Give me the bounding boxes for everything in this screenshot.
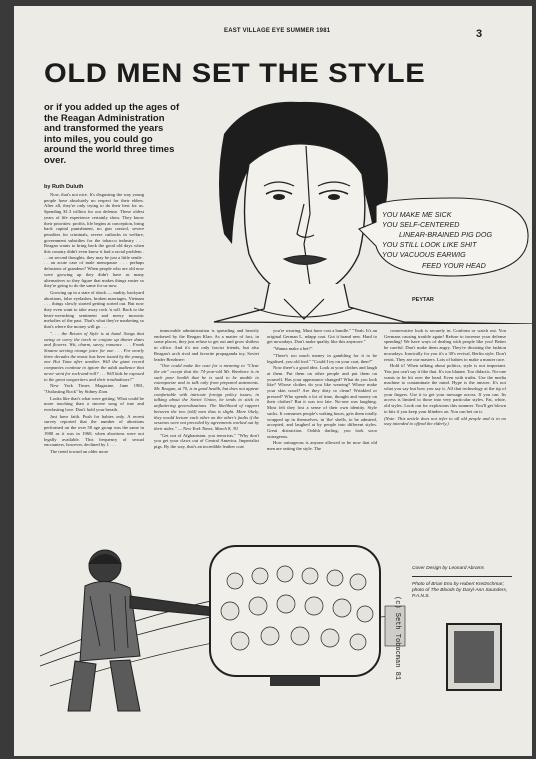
speech-line-1: YOU MAKE ME SICK	[382, 210, 452, 219]
paragraph: Hold it! When talking about politics, style is not important. You just can't say it like that. It's too blatant. Too didactic. No-one wants to be hit over the head. Even with truths. Use the media machine to contaminate the mind. Hype is the answer. It's not what you say but how you say it. All that technology at the tip of your fingers. Use it to get your message across. If you can. Its access is limited to those into very particular styles. Fat, white, old styles. Look out for explosions this summer. You'll get blown to bits if you keep your blinders on. You can bet on it.	[384, 363, 506, 414]
article-column-1	[44, 192, 144, 497]
speech-line-6: FEED YOUR HEAD	[422, 261, 486, 270]
newspaper-page	[14, 6, 532, 756]
paragraph: you're wearing. Must have cost a bundle." "Yeah. It's an original German L. ndapp coat. Got it brand new. Hard to get nowadays. Don't make quality like this anymore."	[267, 328, 377, 345]
pull-quote: "One could make the case for a meaning to "Clear the air" except that the 74-year-old Mr. Brezhnev is in such poor health that he is said to be unable to extemporize and to talk only from prepared statements. Mr. Reagan, at 70, is in good health, but does not appear comfortable with intricate foreign policy issues; in talking about the Soviet Union, he tends to stick to unflattering generalizations. The likelihood of rapport between the two (old) men thus is slight. More likely, they would lecture each other on the other's faults if the sessions were not preceded by agreements worked out by their aides." — New York Times, March 8, '81	[154, 363, 259, 431]
paragraph: How outrageous is anyone allowed to be now that old men are setting the style. The	[267, 440, 377, 452]
photo-image	[454, 631, 494, 683]
cover-credit: Cover Design by Leonard Abrams	[412, 566, 485, 571]
paragraph: Just have faith. Push for babies only. A recent survey reported that the number of abortions performed on the over 50 age group was the same in 1980 as it was in 1960, when abortions were not legally available. This frequency of sexual encounters, however, declined by 1 . . .	[44, 413, 144, 448]
article-column-4	[384, 328, 506, 550]
photo-credit: Photo of Brian Eno by Hubert Kretzschmar; photo of The Bloods by Daryl-Ann Saunders, P.A.N.S.	[412, 582, 508, 599]
credits-divider	[412, 576, 512, 577]
deck-subheading: or if you added up the ages of the Reagan Administration and transformed the years into miles, you could go around the world three times over.	[44, 102, 180, 166]
headline: OLD MEN SET THE STYLE	[44, 58, 426, 88]
small-photo	[446, 623, 502, 691]
portrait-illustration	[154, 94, 532, 324]
drawing-caption: (c) Seth Tobocman 81	[393, 596, 401, 681]
article-column-3	[267, 328, 377, 528]
speech-line-3: LINEAR-BRAINED PIG DOG	[399, 230, 493, 239]
paragraph: immovable administration is spreading and heavily endorsed by the Reagan Klan. As a matter of fact, in some places, they just refuse to get out and grow shitless in office. And it's not only fascist friends, but also Reagan's arch rival and favorite propaganda toy, Soviet leader Brezhnev:	[154, 328, 259, 362]
quote-source: New York Times Magazine, June 1981, "Outlasting Rock" by Sidney Zion.	[44, 383, 144, 394]
paragraph: "There's too much money in gambling for it to be legalised, you old fool." "Could I try on your coat, then?"	[267, 352, 377, 364]
byline: by Ruth Duluth	[44, 184, 84, 190]
editor-note: (Note: This article does not refer to all old people and is in no way intended to offend the elderly.)	[384, 415, 506, 427]
paragraph: conservative look is securely in. Conform or watch out. You Germans causing trouble again! Refuse to increase your defense spending! We have ways of dealing with people like you! Better be careful. Don't make them angry. They're dictating the fashion nowadays. Ironically for you it's a 30's revival, Berlin style. Don't resist. They are our masters. Lots of babies to make a master race.	[384, 328, 506, 362]
page-number: 3	[476, 28, 483, 40]
paragraph: Growing up in a state of shock — nudity, backyard abortions, false eyelashes, broken marriages, Vietnam . . . things slowly started getting sorted out. But now they even want to take away rock 'n roll. Back to the heart-wrenching sentiment and merry moronic melodies of the past. That's what they're marketing so that's where the money will go . . .	[44, 289, 144, 330]
artist-signature: PEYTAR	[412, 297, 434, 303]
paragraph: Now, that's not nice. It's disgusting the way young people have absolutely no respect for their elders. After all, they're only trying to do their best for us. Spending $1.3 trillion for our defense. These oldest years of life experience certainly show. They know their priorities: profits, life begins at conception, bring back capital punishment, no gun control, severe penalties for criminals, severe cutbacks in welfare, government subsidies for the tobacco industry . . . Reagan wants to bring back the good old days when this country didn't even know it had a racial problem . . . on second thoughts, they may be just a little senile . . . an acute case of male menopause . . . perhaps delusions of grandeur? When people who are old now were growing up they didn't have as many alternatives so they figure that makes things easier so they're going to do the same for us now.	[44, 192, 144, 289]
paragraph: Now there's a good idea. Look at your clothes and laugh at them. Put them on other people and put them on yourself. Has your appearance changed? What do you look like? Whose clothes do you like wearing? Whose make your skin crawl? Are they dirty or clean? Wrinkled or pressed? Who spends a lot of time, thought and money on their clothes? But it was too late. No-one was laughing. Most felt they lost a sense of their own identity. Style sucks. It consumes people's waking hours, gets them totally wrapped up in themselves, in 'the' shells, to be admired, accepted, and laughed at by people into different styles. Great distraction. Oohhh darling, you look sooo outrageous.	[267, 365, 377, 439]
article-column-2	[154, 328, 259, 498]
paragraph: The trend toward an older more	[50, 448, 109, 454]
paragraph: Looks like that's what were getting. What could be more touching than a sincere song of true and everlasting love. Don't hold your breath.	[44, 395, 144, 413]
speech-line-2: YOU SELF-CENTERED	[382, 220, 460, 229]
soldier-crowd-drawing	[30, 536, 412, 714]
photo-credits	[412, 566, 512, 604]
paragraph: "Get out of Afghanistan, you terrorists." "Why don't you get your claws out of Central America, Imperialist pigs. By the way, that's an incredible leather coat	[154, 432, 259, 450]
pull-quote: ". . . the Return of Style is at hand. Songs that swing or carry the torch or conjure up dinner dates and flowers. Wit, charm, savvy, romance . . . Frank Sinatra serving orange juice for one . . . For nearly three decades the music has been issued by the young, one Hot Tuna after another. Will the giant record companies continue to ignore the adult audience that never went for rock-and-roll? . . . Will kids be exposed to the great songwriters and their troubadours?"	[44, 330, 144, 382]
speech-line-4: YOU STILL LOOK LIKE SHIT	[382, 240, 477, 249]
masthead: EAST VILLAGE EYE SUMMER 1981	[224, 28, 331, 34]
paragraph: "Wanna make a bet?"	[273, 346, 313, 352]
speech-line-5: YOU VACUOUS EARWIG	[382, 250, 466, 259]
